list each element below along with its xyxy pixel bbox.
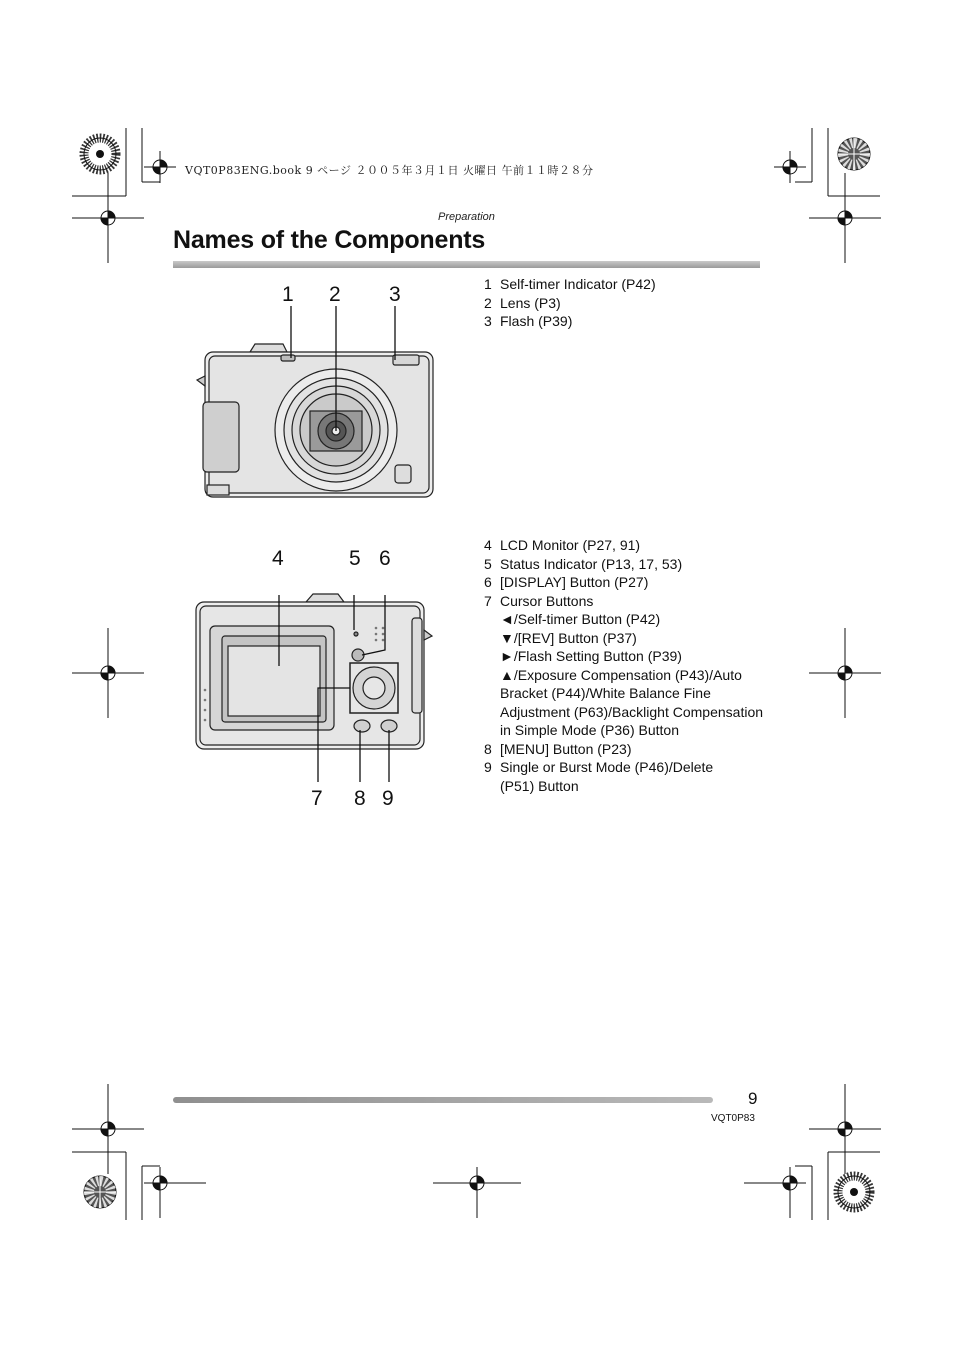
list-item: 1 Self-timer Indicator (P42) bbox=[484, 276, 656, 292]
cursor-up-item: ▲/Exposure Compensation (P43)/Auto Bracket (P44)/White Balance Fine Adjustment (P63)/Backlight Compensation in Simple Mode (P36) Button bbox=[500, 666, 764, 738]
callout-9: 9 bbox=[382, 787, 394, 810]
callout-4: 4 bbox=[272, 547, 284, 570]
callout-2: 2 bbox=[329, 283, 341, 306]
front-components-list bbox=[484, 275, 774, 331]
list-item: 5 Status Indicator (P13, 17, 53) bbox=[484, 555, 683, 572]
list-item: 3 Flash (P39) bbox=[484, 313, 573, 329]
title-rule bbox=[173, 261, 760, 268]
list-item: 2 Lens (P3) bbox=[484, 294, 561, 311]
document-code: VQT0P83 bbox=[711, 1113, 755, 1124]
callout-5: 5 bbox=[349, 547, 361, 570]
list-item: 4 LCD Monitor (P27, 91) bbox=[484, 537, 641, 553]
camera-front-illustration bbox=[195, 280, 445, 505]
cursor-right-item: ►/Flash Setting Button (P39) bbox=[500, 648, 682, 664]
list-item: 9 Single or Burst Mode (P46)/Delete (P51) Button bbox=[484, 759, 714, 794]
callout-8: 8 bbox=[354, 787, 366, 810]
section-label: Preparation bbox=[438, 211, 495, 223]
callout-7: 7 bbox=[311, 787, 323, 810]
callout-3: 3 bbox=[389, 283, 401, 306]
page-number: 9 bbox=[748, 1089, 758, 1108]
cursor-left-item: ◄/Self-timer Button (P42) bbox=[500, 611, 661, 627]
camera-back-illustration bbox=[188, 570, 438, 820]
callout-1: 1 bbox=[282, 283, 294, 306]
footer-rule bbox=[173, 1097, 713, 1103]
page-title: Names of the Components bbox=[173, 226, 486, 254]
list-item: 8 [MENU] Button (P23) bbox=[484, 740, 632, 757]
callout-6: 6 bbox=[379, 547, 391, 570]
list-item: 7 Cursor Buttons ◄/Self-timer Button (P42) ▼/[REV] Button (P37) ►/Flash Setting Button (P39) ▲/Exposure Compensation (P43)/Auto Bracket (P44)/White Balance Fine Adjustment (P63)/Backlight Compensation in Simple Mode (P36) Button bbox=[484, 592, 774, 740]
print-header: VQT0P83ENG.book 9 ページ ２００５年３月１日 火曜日 午前１１時２８分 bbox=[185, 164, 594, 177]
list-item: 6 [DISPLAY] Button (P27) bbox=[484, 574, 649, 590]
cursor-down-item: ▼/[REV] Button (P37) bbox=[500, 629, 637, 646]
back-components-list bbox=[484, 536, 774, 795]
